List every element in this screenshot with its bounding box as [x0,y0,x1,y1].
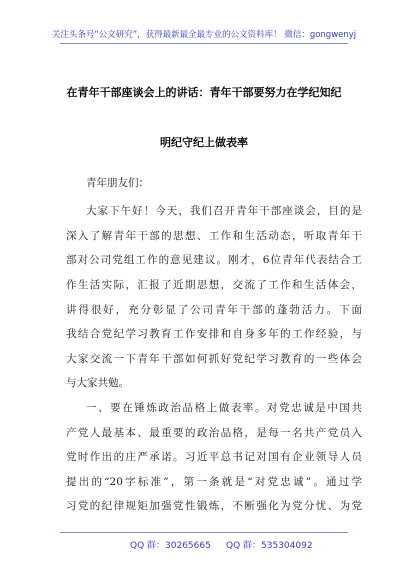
body-line: 与大家共勉。 [66,377,129,390]
body-line: 提出的“20字标准”，第一条就是“对党忠诚”。通过学 [66,475,362,488]
body-line: 习党的纪律规矩加强党性锻炼，不断强化为党分忧、为党 [66,500,362,513]
footer-qq-group-2: QQ 群：535304092 [226,541,313,551]
header-notice: 关注头条号“公文研究”，获得最新最全最专业的公文资料库！ 微信：gongwenyj [51,30,357,40]
header-divider [60,43,348,44]
footer-divider [60,532,348,533]
body-line: 深入了解青年干部的思想、工作和生活动态，听取青年干 [66,229,362,242]
body-line: 产党人最基本、最重要的政治品格，是每一名共产党员入 [66,426,362,439]
body-line: 讲得很好，充分彰显了公司青年干部的蓬勃活力。下面 [66,303,362,316]
footer-qq-group-1: QQ 群：30265665 [130,541,211,551]
body-line: 作生活实际，汇报了近期思想，交流了工作和生活体会， [66,278,362,291]
body-line: 我结合党纪学习教育工作安排和自身多年的工作经验，与 [66,328,362,341]
section-one-start: 一、要在锤炼政治品格上做表率。对党忠诚是中国共 [86,401,362,414]
greeting: 青年朋友们： [86,177,149,189]
body-line: 大家交流一下青年干部如何抓好党纪学习教育的一些体会 [66,352,362,365]
body-line: 大家下午好！今天，我们召开青年干部座谈会，目的是 [86,205,362,217]
document-title-line-1: 在青年干部座谈会上的讲话：青年干部要努力在学纪知纪 [66,86,342,99]
body-line: 部对公司党组工作的意见建议。刚才，6位青年代表结合工 [66,254,362,267]
body-line: 党时作出的庄严承诺。习近平总书记对国有企业领导人员 [66,451,362,464]
document-title-line-2: 明纪守纪上做表率 [160,136,248,149]
